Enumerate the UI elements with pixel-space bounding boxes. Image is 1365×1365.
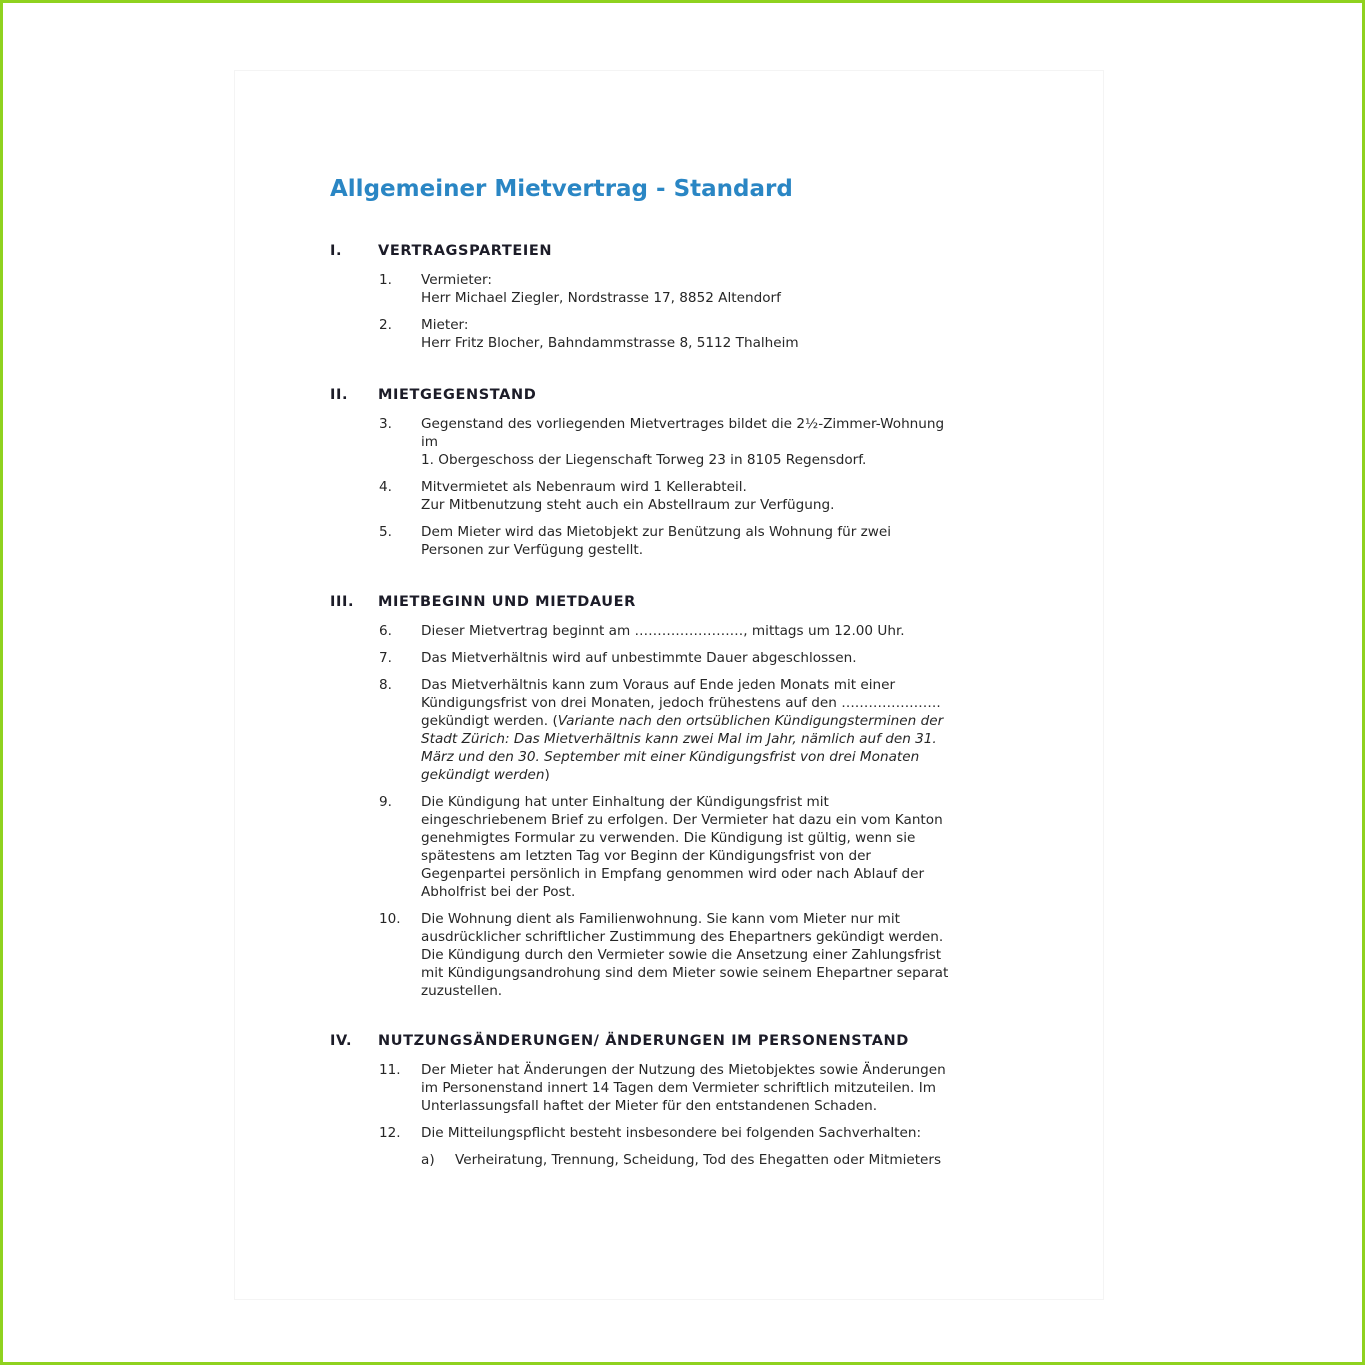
item-text-line: Das Mietverhältnis kann zum Voraus auf Ende jeden Monats mit einer <box>421 677 896 693</box>
item-text-line: Gegenstand des vorliegenden Mietvertrages bildet die 2½-Zimmer-Wohnung <box>421 416 945 432</box>
item-text-line: Kündigungsfrist von drei Monaten, jedoch frühestens auf den …………………. <box>421 695 941 711</box>
section-heading <box>330 594 1010 612</box>
section-title: VERTRAGSPARTEIEN <box>378 243 553 259</box>
item-text-italic-line: März und den 30. September mit einer Kündigungsfrist von drei Monaten <box>421 749 920 765</box>
item-text-line: mit Kündigungsandrohung sind dem Mieter sowie seinem Ehepartner separat <box>421 965 949 981</box>
list-item <box>330 1061 1001 1115</box>
section-number: III. <box>330 594 355 610</box>
item-text-line: 1. Obergeschoss der Liegenschaft Torweg 23 in 8105 Regensdorf. <box>421 452 867 468</box>
section-number: IV. <box>330 1033 353 1049</box>
item-text: gekündigt werden. ( <box>421 713 558 729</box>
item-number: 2. <box>379 317 392 333</box>
item-text-line: eingeschriebenem Brief zu erfolgen. Der Vermieter hat dazu ein vom Kanton <box>421 812 943 828</box>
item-text-line: Dem Mieter wird das Mietobjekt zur Benützung als Wohnung für zwei <box>421 524 892 540</box>
item-number: 11. <box>379 1062 401 1078</box>
list-item <box>330 649 1001 667</box>
item-number: 9. <box>379 794 392 810</box>
section-heading <box>330 243 1010 261</box>
section-nutzungsaenderungen <box>330 1033 1010 1169</box>
section-vertragsparteien <box>330 243 1010 361</box>
item-text-line: Zur Mitbenutzung steht auch ein Abstellraum zur Verfügung. <box>421 497 835 513</box>
item-text-line: Mitvermietet als Nebenraum wird 1 Kellerabteil. <box>421 479 747 495</box>
item-text-line: spätestens am letzten Tag vor Beginn der Kündigungsfrist von der <box>421 848 872 864</box>
item-text-line: im Personenstand innert 14 Tagen dem Vermieter schriftlich mitzuteilen. Im <box>421 1080 936 1096</box>
item-text-line: Herr Michael Ziegler, Nordstrasse 17, 8852 Altendorf <box>421 290 781 306</box>
item-number: 1. <box>379 272 392 288</box>
item-text-line: Die Kündigung hat unter Einhaltung der Kündigungsfrist mit <box>421 794 829 810</box>
item-number: 12. <box>379 1125 401 1141</box>
item-text-line: ausdrücklicher schriftlicher Zustimmung des Ehepartners gekündigt werden. <box>421 929 944 945</box>
item-text-line: Die Wohnung dient als Familienwohnung. Sie kann vom Mieter nur mit <box>421 911 900 927</box>
item-text-italic: Variante nach den ortsüblichen Kündigungsterminen der <box>557 713 944 729</box>
item-text-line: Mieter: <box>421 317 469 333</box>
item-text-line: Die Kündigung durch den Vermieter sowie die Ansetzung einer Zahlungsfrist <box>421 947 942 963</box>
item-number: 10. <box>379 911 401 927</box>
list-item <box>330 910 1001 1000</box>
item-text-line <box>421 766 1001 784</box>
item-text-line: Unterlassungsfall haftet der Mieter für den entstandenen Schaden. <box>421 1098 878 1114</box>
item-number: 5. <box>379 524 392 540</box>
document-title: Allgemeiner Mietvertrag - Standard <box>330 176 793 202</box>
item-text-italic-line: Stadt Zürich: Das Mietverhältnis kann zwei Mal im Jahr, nämlich auf den 31. <box>421 731 937 747</box>
list-item <box>330 523 1001 559</box>
item-number: 7. <box>379 650 392 666</box>
item-text-line: Herr Fritz Blocher, Bahndammstrasse 8, 5112 Thalheim <box>421 335 799 351</box>
item-text-line: Dieser Mietvertrag beginnt am ……………………, mittags um 12.00 Uhr. <box>421 623 905 639</box>
item-text-line: Das Mietverhältnis wird auf unbestimmte Dauer abgeschlossen. <box>421 650 857 666</box>
section-title: MIETBEGINN UND MIETDAUER <box>378 594 636 610</box>
list-item <box>330 478 1001 514</box>
item-text-line: Der Mieter hat Änderungen der Nutzung des Mietobjektes sowie Änderungen <box>421 1062 946 1078</box>
item-text-line: genehmigtes Formular zu verwenden. Die Kündigung ist gültig, wenn sie <box>421 830 916 846</box>
section-mietgegenstand <box>330 387 1010 568</box>
list-item <box>330 793 1001 901</box>
item-text-line: Die Mitteilungspflicht besteht insbesondere bei folgenden Sachverhalten: <box>421 1125 922 1141</box>
section-title: NUTZUNGSÄNDERUNGEN/ ÄNDERUNGEN IM PERSONENSTAND <box>378 1033 909 1049</box>
sub-item-letter: a) <box>421 1152 435 1168</box>
item-number: 4. <box>379 479 392 495</box>
item-text-line: Personen zur Verfügung gestellt. <box>421 542 644 558</box>
item-text-line <box>421 712 1001 730</box>
item-number: 6. <box>379 623 392 639</box>
item-text-line: Abholfrist bei der Post. <box>421 884 576 900</box>
item-text-italic: gekündigt werden <box>421 767 545 783</box>
item-text: ) <box>544 767 550 783</box>
item-text-line: Vermieter: <box>421 272 492 288</box>
list-item <box>330 622 1001 640</box>
list-item <box>330 1124 1001 1142</box>
section-heading <box>330 387 1010 405</box>
section-number: II. <box>330 387 349 403</box>
item-text-line: im <box>421 434 439 450</box>
list-item <box>330 271 1001 307</box>
sub-item-text: Verheiratung, Trennung, Scheidung, Tod des Ehegatten oder Mitmieters <box>455 1152 942 1168</box>
item-number: 8. <box>379 677 392 693</box>
item-number: 3. <box>379 416 392 432</box>
section-title: MIETGEGENSTAND <box>378 387 537 403</box>
list-item <box>330 316 1001 352</box>
sub-list-item <box>330 1151 1010 1169</box>
section-mietbeginn <box>330 594 1010 1009</box>
item-text-line: zuzustellen. <box>421 983 503 999</box>
section-number: I. <box>330 243 343 259</box>
list-item <box>330 415 1001 469</box>
list-item <box>330 676 1001 784</box>
item-text-line: Gegenpartei persönlich in Empfang genommen wird oder nach Ablauf der <box>421 866 925 882</box>
section-heading <box>330 1033 1010 1051</box>
